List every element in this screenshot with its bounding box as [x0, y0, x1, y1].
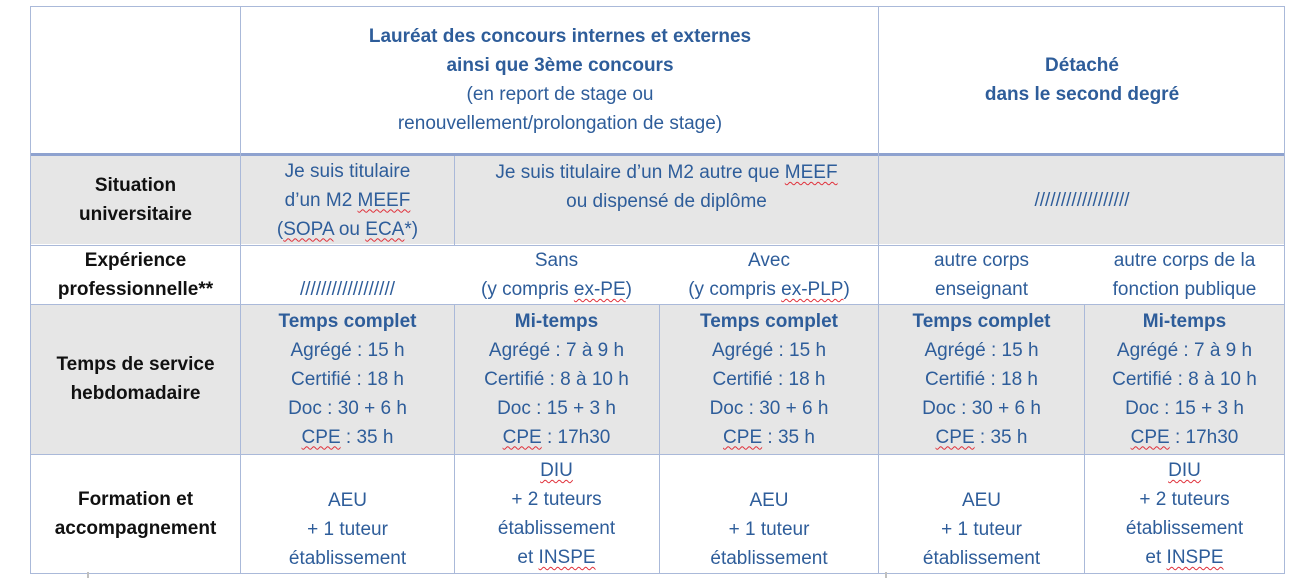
temps-c1-agrege: Agrégé : 15 h	[290, 339, 405, 361]
header-laureat-line4: renouvellement/prolongation de stage)	[397, 113, 723, 134]
formation-c5-line4	[1145, 543, 1223, 572]
temps-c5-certifie: Certifié : 8 à 10 h	[1112, 368, 1257, 390]
formation-c2-et: et	[517, 547, 539, 568]
situation-c1-l3-sopa: SOPA	[283, 218, 334, 240]
situation-c3-slashes: //////////////////	[1034, 189, 1130, 211]
temps-c3	[659, 304, 879, 454]
formation-c5-line3: établissement	[1125, 518, 1244, 539]
experience-c2-l2a: (y compris	[481, 279, 574, 300]
experience-c3-l2c: )	[843, 279, 850, 300]
temps-c4-doc: Doc : 30 + 6 h	[922, 397, 1041, 419]
label-temps-line1: Temps de service	[56, 354, 215, 375]
formation-c2-line1: DIU	[540, 460, 573, 481]
temps-c2-doc: Doc : 15 + 3 h	[497, 397, 616, 419]
header-detache-line1: Détaché	[1045, 55, 1119, 76]
situation-c1-l3-ou: ou	[333, 218, 366, 240]
experience-c3-line1: Avec	[748, 250, 790, 271]
situation-c2-l1-meef: MEEF	[784, 162, 838, 183]
formation-c1-line1: AEU	[327, 490, 368, 511]
experience-c1-slashes: //////////////////	[299, 279, 396, 300]
situation-c1-l3-eca: ECA	[365, 218, 405, 240]
grid-line	[1084, 304, 1085, 574]
temps-c4-certifie: Certifié : 18 h	[925, 368, 1038, 390]
temps-c2	[454, 304, 659, 454]
experience-c4-line1: autre corps	[933, 250, 1030, 271]
experience-c5-line2: fonction publique	[1112, 279, 1257, 300]
temps-c3-title: Temps complet	[700, 310, 838, 332]
header-laureat-line3: (en report de stage ou	[466, 84, 654, 105]
temps-c4-cpe-value: : 35 h	[974, 426, 1028, 448]
temps-c3-cpe-value: : 35 h	[762, 426, 815, 448]
grid-line	[30, 6, 31, 574]
formation-c3	[659, 455, 879, 573]
label-temps	[30, 304, 241, 454]
label-situation-line1: Situation	[94, 175, 177, 196]
temps-c2-title: Mi-temps	[514, 310, 599, 332]
formation-c4-line2: + 1 tuteur	[941, 519, 1022, 540]
label-formation-line1: Formation et	[77, 489, 194, 510]
formation-c2-inspe: INSPE	[538, 547, 596, 568]
page-tick-mark	[885, 572, 887, 578]
temps-c5	[1084, 304, 1285, 454]
experience-sans	[454, 246, 659, 304]
temps-c1-doc: Doc : 30 + 6 h	[288, 397, 407, 419]
experience-c3-explp: ex-PLP	[781, 279, 844, 300]
situation-c2-l1-text: Je suis titulaire d’un M2 autre que	[495, 162, 785, 183]
temps-c4-cpe	[936, 423, 1028, 452]
temps-c2-agrege: Agrégé : 7 à 9 h	[488, 339, 625, 361]
situation-c1-l2-text: d’un M2	[284, 189, 358, 211]
temps-c4-title: Temps complet	[912, 310, 1051, 332]
formation-c1	[241, 455, 454, 573]
formation-c3-line1: AEU	[749, 490, 789, 511]
temps-c2-cpe-value: : 17h30	[541, 426, 611, 448]
formation-c4-line3: établissement	[922, 548, 1041, 569]
situation-c1-line1: Je suis titulaire	[284, 160, 411, 182]
situation-c2-line1	[495, 158, 837, 187]
grid-line	[878, 6, 879, 574]
grid-line	[1284, 6, 1285, 574]
label-experience-line2: professionnelle**	[57, 279, 214, 300]
experience-autre-enseignant	[879, 246, 1084, 304]
label-experience	[30, 246, 241, 304]
grid-line	[454, 156, 455, 245]
label-formation-line2: accompagnement	[54, 518, 217, 539]
experience-c2-l2c: )	[625, 279, 632, 300]
experience-c1	[241, 246, 454, 304]
grid-line	[454, 304, 455, 574]
experience-avec	[659, 246, 879, 304]
formation-c5-et: et	[1145, 547, 1167, 568]
temps-c2-certifie: Certifié : 8 à 10 h	[484, 368, 629, 390]
temps-c4-cpe-label: CPE	[935, 426, 975, 448]
label-situation-line2: universitaire	[79, 204, 192, 225]
experience-c4-line2: enseignant	[935, 279, 1028, 300]
label-temps-line2: hebdomadaire	[70, 383, 201, 404]
grid-line	[30, 454, 1285, 455]
formation-c2-line3: établissement	[497, 518, 616, 539]
temps-c1-certifie: Certifié : 18 h	[291, 368, 404, 390]
formation-c2-line4	[517, 543, 595, 572]
formation-c5-line2: + 2 tuteurs	[1139, 489, 1230, 510]
experience-c3-l2a: (y compris	[688, 279, 782, 300]
formation-c3-line2: + 1 tuteur	[728, 519, 810, 540]
experience-c3-line2	[688, 275, 850, 304]
label-formation	[30, 455, 241, 573]
grid-line	[30, 573, 1285, 574]
temps-c3-cpe	[723, 423, 815, 452]
temps-c1-cpe-value: : 35 h	[340, 426, 394, 448]
temps-c5-cpe	[1131, 423, 1239, 452]
experience-autre-fonction	[1084, 246, 1285, 304]
formation-c4-line1: AEU	[961, 490, 1002, 511]
header-laureat-line1: Lauréat des concours internes et externes	[368, 26, 752, 47]
temps-c5-cpe-label: CPE	[1130, 426, 1170, 448]
formation-c5-line1: DIU	[1168, 460, 1201, 481]
experience-c2-line1: Sans	[534, 250, 579, 271]
page-tick-mark	[87, 572, 89, 578]
situation-m2-meef	[241, 156, 454, 244]
experience-c2-line2	[481, 275, 632, 304]
temps-c4-agrege: Agrégé : 15 h	[924, 339, 1039, 361]
temps-c2-cpe-label: CPE	[502, 426, 542, 448]
temps-c5-title: Mi-temps	[1142, 310, 1227, 332]
label-situation	[30, 156, 241, 244]
temps-c3-cpe-label: CPE	[723, 426, 763, 448]
temps-c3-doc: Doc : 30 + 6 h	[709, 397, 829, 419]
header-laureat-line2: ainsi que 3ème concours	[446, 55, 674, 76]
formation-c4	[879, 455, 1084, 573]
situation-c1-l3-end: *)	[404, 218, 419, 240]
grid-line	[30, 304, 1285, 305]
situation-c1-l3-paren: (	[276, 218, 284, 240]
temps-c1-cpe-label: CPE	[301, 426, 341, 448]
experience-c5-line1: autre corps de la	[1113, 250, 1256, 271]
situation-m2-autre	[454, 156, 879, 244]
temps-c2-cpe	[503, 423, 611, 452]
temps-c5-doc: Doc : 15 + 3 h	[1125, 397, 1244, 419]
situation-c1-line3	[277, 215, 418, 244]
formation-c2	[454, 455, 659, 573]
situation-c1-l2-meef: MEEF	[357, 189, 411, 211]
formation-c3-line3: établissement	[710, 548, 828, 569]
situation-detache	[879, 156, 1285, 244]
temps-c3-certifie: Certifié : 18 h	[712, 368, 826, 390]
temps-c4	[879, 304, 1084, 454]
temps-c3-agrege: Agrégé : 15 h	[711, 339, 827, 361]
situation-c2-line2: ou dispensé de diplôme	[566, 191, 767, 212]
experience-c2-expe: ex-PE	[573, 279, 626, 300]
header-detache	[879, 6, 1285, 154]
temps-c1-title: Temps complet	[278, 310, 417, 332]
temps-c1-cpe	[302, 423, 394, 452]
grid-line	[30, 6, 1285, 7]
situation-c1-line2	[285, 186, 411, 215]
label-experience-line1: Expérience	[84, 250, 187, 271]
formation-c1-line3: établissement	[288, 548, 407, 569]
formation-c5	[1084, 455, 1285, 573]
header-laureat	[241, 6, 879, 154]
header-detache-line2: dans le second degré	[984, 84, 1180, 105]
formation-c1-line2: + 1 tuteur	[307, 519, 388, 540]
temps-c1	[241, 304, 454, 454]
grid-line	[240, 6, 241, 574]
temps-c5-agrege: Agrégé : 7 à 9 h	[1116, 339, 1253, 361]
grid-line	[30, 245, 1285, 246]
formation-c2-line2: + 2 tuteurs	[511, 489, 602, 510]
grid-line	[659, 304, 660, 574]
temps-c5-cpe-value: : 17h30	[1169, 426, 1239, 448]
formation-c5-inspe: INSPE	[1166, 547, 1224, 568]
grid-line-header	[30, 153, 1285, 156]
